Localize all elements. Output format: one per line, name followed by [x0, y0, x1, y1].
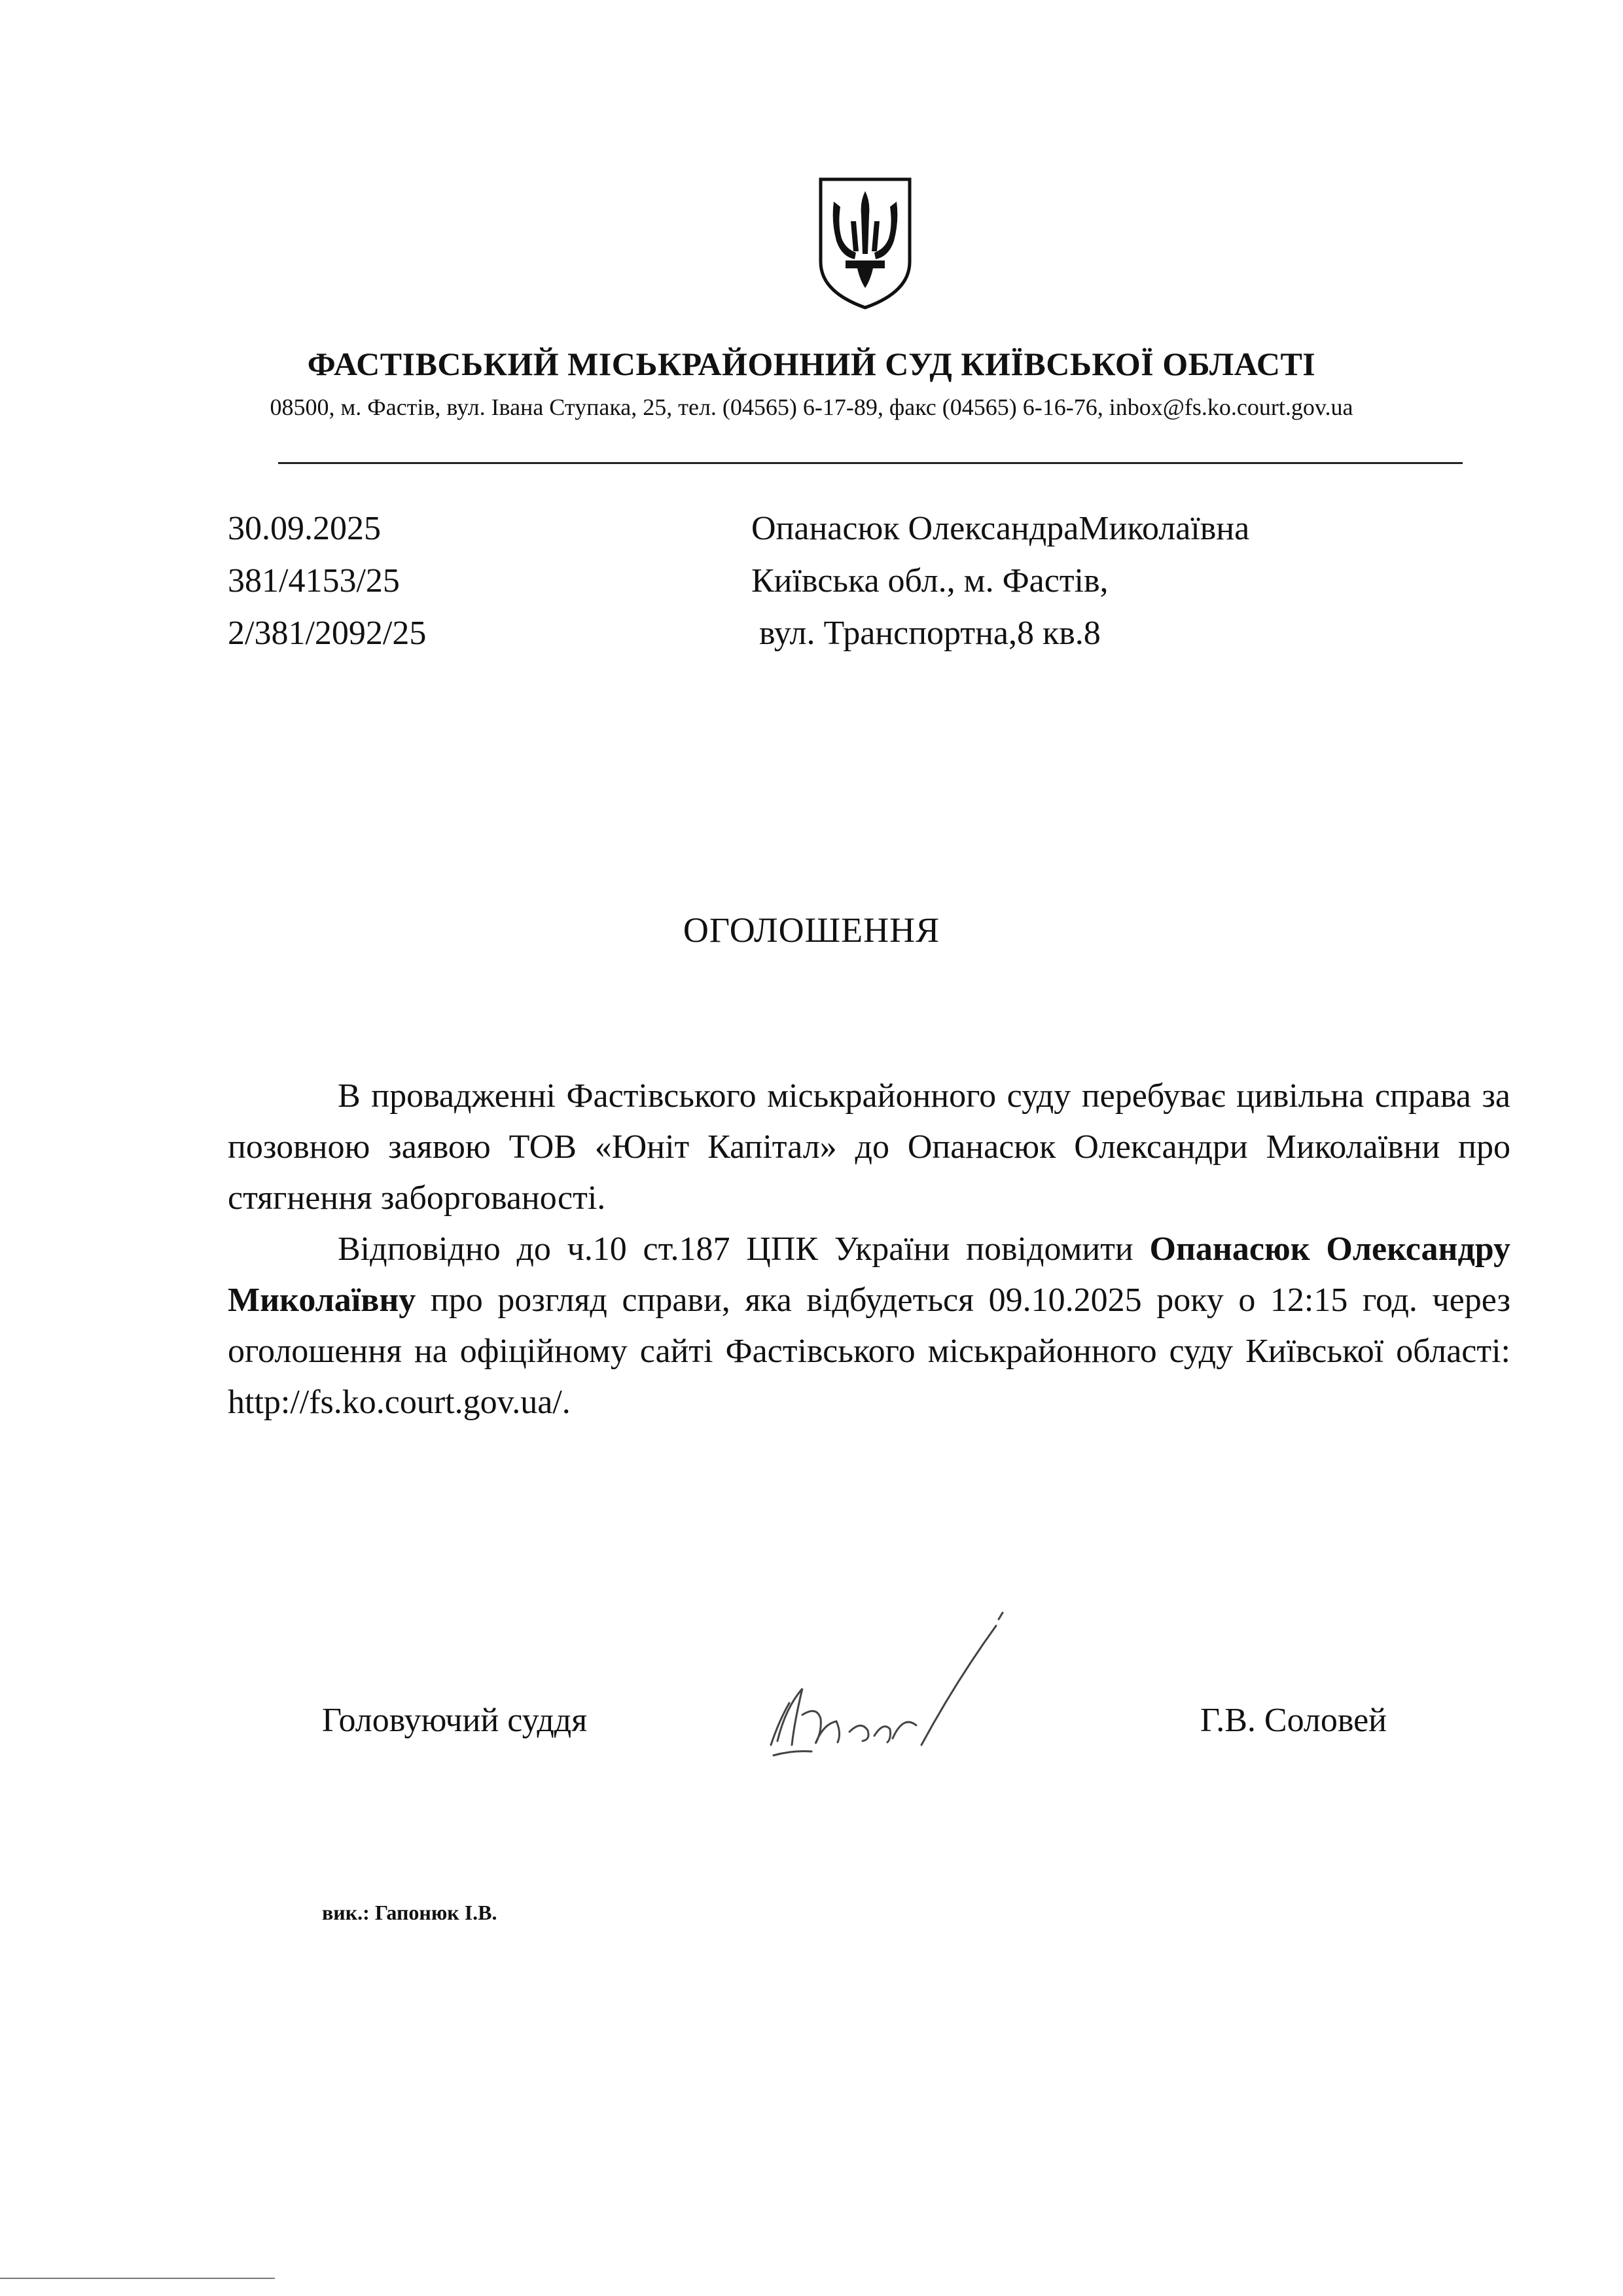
recipient-name: Опанасюк ОлександраМиколаївна — [751, 510, 1250, 547]
document-body — [228, 1071, 1510, 1428]
document-date: 30.09.2025 — [228, 510, 381, 547]
document-title: ОГОЛОШЕННЯ — [683, 910, 940, 950]
body-paragraph-1: В провадженні Фастівського міськрайонного суду перебуває цивільна справа за позовною заявою ТОВ «Юніт Капітал» до Опанасюк Олександри Миколаївни про стягнення заборгованості. — [228, 1077, 1510, 1217]
court-contacts: 08500, м. Фастів, вул. Івана Ступака, 25, тел. (04565) 6-17-89, факс (04565) 6-16-76, inbox@fs.ko.court.gov.ua — [270, 394, 1353, 420]
judge-name: Г.В. Соловей — [1200, 1702, 1387, 1739]
judge-role: Головуючий суддя — [322, 1702, 588, 1739]
handwritten-signature — [740, 1590, 1067, 1787]
recipient-address-line2: вул. Транспортна,8 кв.8 — [759, 615, 1101, 652]
recipient-address-line1: Київська обл., м. Фастів, — [751, 562, 1109, 600]
case-number: 2/381/2092/25 — [228, 615, 427, 652]
body-p2-bold-name: Опанасюк Олександру Миколаївну — [228, 1230, 1510, 1319]
trident-emblem-icon — [817, 175, 914, 312]
registration-number: 381/4153/25 — [228, 562, 400, 600]
header-divider — [278, 462, 1463, 464]
recipient-block — [751, 503, 1249, 660]
document-meta — [228, 503, 426, 660]
executor-note: вик.: Гапонюк І.В. — [322, 1901, 497, 1924]
body-p2-start: Відповідно до ч.10 ст.187 ЦПК України повідомити — [338, 1230, 1150, 1268]
body-p2-end: про розгляд справи, яка відбудеться 09.10.2025 року о 12:15 год. через оголошення на офіційному сайті Фастівського міськрайонного суду Київської області: http://fs.ko.court.gov.ua/. — [228, 1282, 1510, 1421]
court-name: ФАСТІВСЬКИЙ МІСЬКРАЙОННИЙ СУД КИЇВСЬКОЇ ОБЛАСТІ — [307, 346, 1316, 382]
footer-line — [0, 2278, 275, 2279]
body-paragraph-2 — [228, 1224, 1510, 1428]
